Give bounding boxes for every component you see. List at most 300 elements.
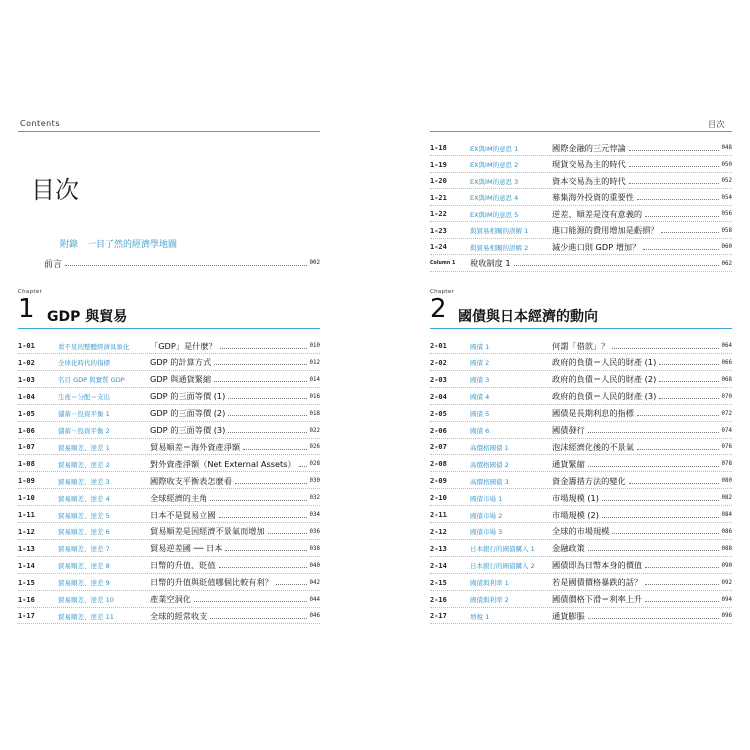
leader-dots [659, 398, 718, 399]
row-divider [18, 438, 320, 439]
entry-page-number: 094 [721, 596, 732, 603]
leader-dots [210, 500, 306, 501]
entry-number: 2-10 [430, 494, 447, 503]
entry-title: 若是國債價格暴跌的話？ [552, 577, 643, 588]
leader-dots [210, 618, 306, 619]
leader-dots [228, 398, 306, 399]
entry-topic-tag: 貿易順差、逆差 7 [58, 545, 110, 554]
toc-entry[interactable] [18, 456, 320, 472]
entry-topic-tag: 貿易順差、逆差 6 [58, 528, 110, 537]
entry-page-number: 092 [721, 579, 732, 586]
entry-page-number: 050 [721, 161, 732, 168]
entry-title: 全球的市場規模 [552, 526, 610, 537]
entry-page-number: 016 [309, 393, 320, 400]
contents-header: 目次 [708, 120, 725, 129]
entry-number: 2-12 [430, 527, 447, 536]
entry-title: 國際收支平衡表怎麼看 [150, 475, 232, 486]
leader-dots [268, 533, 307, 534]
entry-number: 1-03 [18, 375, 35, 384]
entry-topic-tag: 與貿易相關的誤解 2 [470, 243, 529, 252]
row-divider [430, 353, 732, 354]
entry-page-number: 070 [721, 393, 732, 400]
toc-entry[interactable] [18, 355, 320, 371]
toc-entry[interactable] [18, 423, 320, 439]
leader-dots [661, 232, 718, 233]
page-title: 目次 [31, 176, 79, 204]
toc-entry[interactable] [430, 490, 732, 506]
row-divider [18, 522, 320, 523]
toc-entry[interactable] [430, 406, 732, 422]
entry-title: 國債發行 [552, 425, 585, 435]
leader-dots [629, 166, 719, 167]
entry-topic-tag: 國債 6 [470, 427, 490, 435]
entry-page-number: 078 [721, 461, 732, 468]
entry-title: GDP 的三面等價 (3) [150, 425, 226, 435]
leader-dots [612, 348, 718, 349]
entry-number: 2-05 [430, 409, 447, 418]
entry-title: 日本不是貿易立國 [150, 509, 216, 520]
entry-topic-tag: 國債市場 1 [470, 494, 503, 503]
entry-topic-tag: EX與IM的意思 2 [470, 161, 519, 169]
leader-dots [228, 415, 306, 416]
entry-number: 1-11 [18, 511, 35, 519]
entry-title: 市場規模 (2) [552, 509, 599, 520]
toc-entry[interactable] [18, 608, 320, 624]
toc-entry[interactable] [430, 423, 732, 439]
entry-title: GDP 的三面等價 (1) [150, 391, 226, 402]
entry-topic-tag: 名目 GDP 與實質 GDP [58, 376, 125, 385]
entry-topic-tag: 貿易順差、逆差 1 [58, 443, 110, 452]
toc-entry[interactable] [430, 558, 732, 574]
entry-number: 1-23 [430, 226, 447, 235]
entry-title: 政府的負債＝人民的財產 (1) [552, 357, 657, 368]
entry-topic-tag: 貿易順差、逆差 8 [58, 562, 110, 571]
toc-entry[interactable] [18, 541, 320, 557]
entry-number: Column 1 [430, 261, 456, 266]
entry-number: 2-01 [430, 342, 447, 350]
toc-entry[interactable] [18, 338, 320, 354]
toc-entry[interactable] [18, 372, 320, 388]
toc-entry[interactable] [18, 575, 320, 591]
entry-topic-tag: 生產＝分配＝支出 [58, 393, 110, 402]
toc-entry[interactable] [18, 490, 320, 506]
entry-title: 國債即為日幣本身的價值 [552, 560, 643, 571]
contents-header: Contents [20, 119, 60, 128]
leader-dots [659, 364, 718, 365]
row-divider [18, 607, 320, 608]
row-divider [18, 404, 320, 405]
entry-number: 2-11 [430, 511, 447, 519]
row-divider [430, 623, 732, 624]
toc-entry[interactable] [430, 206, 732, 222]
entry-title: 國債是長期利息的指標 [552, 408, 634, 419]
leader-dots [65, 265, 307, 266]
row-divider [18, 590, 320, 591]
chapter-number: 1 [18, 294, 35, 324]
entry-number: 1-24 [430, 243, 447, 251]
row-divider [18, 539, 320, 540]
entry-topic-tag: EX與IM的意思 1 [470, 144, 519, 153]
entry-page-number: 032 [309, 495, 320, 502]
entry-title: 全球經濟的主角 [150, 492, 208, 503]
toc-entry[interactable] [430, 157, 732, 173]
entry-topic-tag: 與貿易相關的誤解 1 [470, 227, 529, 235]
entry-topic-tag: 國債 5 [470, 410, 490, 419]
entry-page-number: 038 [309, 545, 320, 552]
leader-dots [645, 601, 718, 602]
entry-topic-tag: 日本銀行的國債購入 2 [470, 562, 535, 571]
row-divider [18, 488, 320, 489]
toc-entry[interactable] [430, 239, 732, 255]
entry-title: GDP 的三面等價 (2) [150, 408, 226, 419]
row-divider [430, 488, 732, 489]
entry-page-number: 040 [309, 562, 320, 569]
entry-title: 政府的負債＝人民的財產 (2) [552, 374, 657, 385]
row-divider [430, 370, 732, 371]
entry-topic-tag: 國債與利率 2 [470, 596, 509, 604]
row-divider [430, 505, 732, 506]
entry-page-number: 058 [721, 227, 732, 234]
leader-dots [629, 183, 719, 184]
leader-dots [194, 601, 307, 602]
entry-number: 2-08 [430, 460, 447, 469]
entry-page-number: 036 [309, 528, 320, 535]
entry-page-number: 010 [309, 343, 320, 349]
entry-page-number: 066 [721, 359, 732, 366]
toc-entry[interactable] [430, 473, 732, 489]
leader-dots [643, 249, 718, 250]
appendix-link[interactable]: 附錄 一目了然的經濟學地圖 [60, 240, 178, 250]
entry-page-number: 030 [309, 478, 320, 485]
entry-page-number: 064 [721, 343, 732, 349]
row-divider [430, 471, 732, 472]
row-divider [18, 353, 320, 354]
right-page [375, 0, 750, 750]
entry-title: 通貨緊縮 [552, 458, 585, 469]
entry-page-number: 076 [721, 444, 732, 451]
toc-entry[interactable] [18, 507, 320, 523]
toc-entry[interactable] [430, 173, 732, 189]
entry-topic-tag: 國債市場 2 [470, 511, 503, 520]
entry-title: 資本交易為主的時代 [552, 175, 626, 186]
entry-title: 通貨膨脹 [552, 610, 585, 621]
entry-number: 1-21 [430, 193, 447, 202]
entry-page-number: 046 [309, 613, 320, 620]
toc-entry[interactable] [430, 256, 732, 272]
row-divider [18, 573, 320, 574]
toc-entry[interactable] [18, 406, 320, 422]
entry-page-number: 026 [309, 444, 320, 451]
entry-page-number: 062 [721, 260, 732, 267]
chapter-label: Chapter [430, 289, 455, 295]
leader-dots [214, 381, 306, 382]
toc-entry[interactable] [430, 439, 732, 455]
entry-number: 1-01 [18, 342, 35, 350]
entry-number: 1-09 [18, 477, 35, 486]
row-divider [430, 573, 732, 574]
leader-dots [276, 584, 307, 585]
leader-dots [602, 517, 719, 518]
entry-topic-tag: 貿易順差、逆差 5 [58, 511, 110, 520]
entry-number: 1-12 [18, 527, 35, 536]
entry-number: 2-13 [430, 544, 447, 553]
entry-title: 逆差、順差是沒有意義的 [552, 208, 643, 219]
entry-number: 1-19 [430, 160, 447, 169]
entry-title: 現貨交易為主的時代 [552, 159, 626, 169]
toc-entry[interactable] [430, 592, 732, 608]
entry-page-number: 084 [721, 512, 732, 518]
entry-topic-tag: 儲蓄－投資平衡 2 [58, 427, 110, 435]
leader-dots [228, 432, 306, 433]
leader-dots [219, 567, 307, 568]
entry-page-number: 072 [721, 410, 732, 417]
row-divider [430, 387, 732, 388]
entry-title: 何謂「借款」？ [552, 340, 610, 351]
entry-page-number: 068 [721, 376, 732, 383]
leader-dots [225, 550, 306, 551]
entry-title: 市場規模 (1) [552, 492, 599, 503]
entry-title: 日幣的升值、貶值 [150, 560, 216, 571]
entry-page-number: 022 [309, 427, 320, 434]
entry-title: 資金籌措方法的變化 [552, 475, 626, 486]
entry-number: 1-14 [18, 561, 35, 570]
toc-entry[interactable] [430, 338, 732, 354]
entry-title: 產業空洞化 [150, 594, 191, 604]
row-divider [430, 404, 732, 405]
leader-dots [220, 348, 307, 349]
entry-topic-tag: EX與IM的意思 3 [470, 177, 519, 186]
entry-number: 1-10 [18, 494, 35, 503]
toc-entry[interactable] [430, 223, 732, 239]
entry-number: 2-03 [430, 375, 447, 384]
row-divider [18, 421, 320, 422]
entry-title: GDP 的計算方式 [150, 357, 212, 368]
toc-entry[interactable] [430, 372, 732, 388]
entry-page-number: 088 [721, 545, 732, 552]
row-divider [430, 590, 732, 591]
entry-number: 1-16 [18, 595, 35, 604]
entry-number: 2-02 [430, 358, 447, 367]
leader-dots [629, 483, 719, 484]
toc-entry[interactable] [430, 507, 732, 523]
entry-page-number: 074 [721, 427, 732, 434]
entry-topic-tag: 貿易順差、逆差 2 [58, 460, 110, 469]
leader-dots [214, 364, 306, 365]
entry-page-number: 086 [721, 528, 732, 535]
row-divider [430, 454, 732, 455]
entry-topic-tag: 日本銀行的國債購入 1 [470, 545, 535, 554]
row-divider [18, 505, 320, 506]
toc-entry[interactable] [18, 558, 320, 574]
row-divider [430, 539, 732, 540]
entry-number: 1-17 [18, 612, 35, 621]
leader-dots [514, 265, 719, 266]
row-divider [18, 387, 320, 388]
toc-entry[interactable] [430, 575, 732, 591]
row-divider [430, 271, 732, 272]
toc-entry[interactable] [430, 140, 732, 156]
entry-page-number: 018 [309, 410, 320, 417]
entry-title: 進口能源的費用增加是虧損？ [552, 225, 659, 235]
toc-entry[interactable] [430, 608, 732, 624]
entry-page-number: 056 [721, 211, 732, 217]
entry-number: 1-05 [18, 409, 35, 418]
entry-page-number: 042 [309, 579, 320, 586]
entry-page-number: 014 [309, 376, 320, 383]
entry-title: 對外資產淨額（Net External Assets） [150, 458, 296, 469]
entry-topic-tag: 儲蓄－投資平衡 1 [58, 410, 110, 419]
entry-number: 1-20 [430, 177, 447, 185]
entry-page-number: 052 [721, 178, 732, 184]
entry-page-number: 080 [721, 478, 732, 485]
entry-page-number: 034 [309, 512, 320, 518]
entry-number: 2-07 [430, 443, 447, 452]
leader-dots [659, 381, 718, 382]
header-rule [18, 131, 320, 132]
leader-dots [645, 567, 718, 568]
entry-number: 2-14 [430, 561, 447, 570]
entry-title: GDP 與通貨緊縮 [150, 374, 212, 385]
leader-dots [637, 449, 719, 450]
chapter-rule [430, 328, 732, 329]
leader-dots [588, 550, 719, 551]
entry-topic-tag: EX與IM的意思 5 [470, 210, 519, 219]
entry-page-number: 054 [721, 194, 732, 201]
entry-topic-tag: 國債 2 [470, 359, 490, 368]
toc-entry[interactable] [430, 355, 732, 371]
leader-dots [219, 517, 307, 518]
entry-topic-tag: 國債 4 [470, 393, 490, 402]
toc-entry[interactable] [18, 389, 320, 405]
entry-number: 1-04 [18, 392, 35, 401]
row-divider [430, 522, 732, 523]
leader-dots [299, 466, 307, 467]
row-divider [18, 471, 320, 472]
row-divider [430, 607, 732, 608]
row-divider [430, 556, 732, 557]
toc-entry[interactable] [18, 592, 320, 608]
entry-title: 貿易順差＝海外資產淨額 [150, 441, 241, 452]
toc-entry[interactable] [430, 524, 732, 540]
chapter-title: 國債與日本經濟的動向 [458, 309, 598, 325]
toc-entry[interactable] [430, 541, 732, 557]
entry-page-number: 096 [721, 613, 732, 620]
entry-number: 2-17 [430, 612, 447, 621]
row-divider [18, 623, 320, 624]
row-divider [18, 454, 320, 455]
row-divider [18, 556, 320, 557]
entry-title: 募集海外投資的重要性 [552, 192, 634, 202]
leader-dots [602, 500, 719, 501]
leader-dots [588, 618, 719, 619]
entry-number: 1-22 [430, 210, 447, 218]
entry-title: 政府的負債＝人民的財產 (3) [552, 391, 657, 402]
leader-dots [645, 216, 718, 217]
header-rule [430, 131, 732, 132]
row-divider [430, 438, 732, 439]
entry-title: 「GDP」是什麼？ [150, 340, 217, 351]
leader-dots [612, 533, 718, 534]
leader-dots [588, 466, 719, 467]
entry-title: 稅收制度 1 [470, 258, 511, 268]
chapter-title: GDP 與貿易 [47, 309, 128, 325]
leader-dots [243, 449, 306, 450]
entry-number: 1-02 [18, 358, 35, 367]
entry-topic-tag: 貿易順差、逆差 4 [58, 494, 110, 503]
entry-page-number: 044 [309, 596, 320, 603]
entry-topic-tag: 高價格國債 2 [470, 460, 509, 469]
entry-topic-tag: EX與IM的意思 4 [470, 194, 519, 202]
entry-number: 2-15 [430, 578, 447, 587]
entry-title: 國債價格下滑＝利率上升 [552, 594, 643, 604]
chapter-label: Chapter [18, 289, 43, 295]
entry-title: 泡沫經濟化後的不景氣 [552, 441, 634, 452]
entry-topic-tag: 國債與利率 1 [470, 579, 509, 588]
entry-page-number: 082 [721, 495, 732, 502]
entry-topic-tag: 高價格國債 3 [470, 477, 509, 486]
toc-entry[interactable] [18, 439, 320, 455]
entry-title: 貿易逆差國 ── 日本 [150, 543, 223, 554]
chapter-rule [18, 328, 320, 329]
entry-topic-tag: 高價格國債 1 [470, 443, 509, 452]
entry-topic-tag: 國債 1 [470, 342, 490, 351]
row-divider [18, 370, 320, 371]
toc-entry[interactable] [18, 524, 320, 540]
entry-topic-tag: 貿易順差、逆差 10 [58, 596, 114, 604]
entry-number: 1-07 [18, 443, 35, 452]
toc-entry[interactable] [430, 389, 732, 405]
entry-title: 減少進口則 GDP 增加？ [552, 241, 641, 252]
intro-title: 前言 [44, 259, 63, 270]
entry-topic-tag: 增稅 1 [470, 612, 490, 621]
entry-title: 金融政策 [552, 543, 585, 554]
entry-topic-tag: 貿易順差、逆差 9 [58, 579, 110, 588]
toc-entry[interactable] [18, 473, 320, 489]
intro-entry[interactable] [44, 256, 320, 270]
leader-dots [637, 199, 719, 200]
entry-topic-tag: 國債市場 3 [470, 528, 503, 537]
entry-page-number: 012 [309, 359, 320, 366]
leader-dots [629, 150, 719, 151]
entry-number: 1-08 [18, 460, 35, 469]
entry-number: 2-09 [430, 477, 447, 486]
leader-dots [645, 584, 718, 585]
entry-page-number: 090 [721, 562, 732, 569]
entry-number: 1-06 [18, 426, 35, 435]
entry-topic-tag: 看不見的整體經濟具象化 [58, 342, 130, 351]
toc-entry[interactable] [430, 190, 732, 206]
entry-title: 全球的經常收支 [150, 610, 208, 621]
leader-dots [235, 483, 307, 484]
chapter-number: 2 [430, 294, 447, 324]
entry-page-number: 048 [721, 145, 732, 151]
intro-page: 002 [309, 260, 320, 266]
entry-number: 1-15 [18, 578, 35, 587]
entry-page-number: 060 [721, 244, 732, 250]
entry-number: 1-18 [430, 144, 447, 152]
entry-number: 2-04 [430, 392, 447, 401]
leader-dots [637, 415, 719, 416]
toc-entry[interactable] [430, 456, 732, 472]
entry-topic-tag: 貿易順差、逆差 3 [58, 477, 110, 486]
entry-number: 2-16 [430, 595, 447, 604]
entry-number: 1-13 [18, 544, 35, 553]
row-divider [430, 421, 732, 422]
entry-title: 國際金融的三元悖論 [552, 142, 626, 153]
entry-topic-tag: 國債 3 [470, 376, 490, 385]
entry-title: 貿易順差是因經濟不景氣而增加 [150, 526, 265, 537]
entry-number: 2-06 [430, 426, 447, 435]
